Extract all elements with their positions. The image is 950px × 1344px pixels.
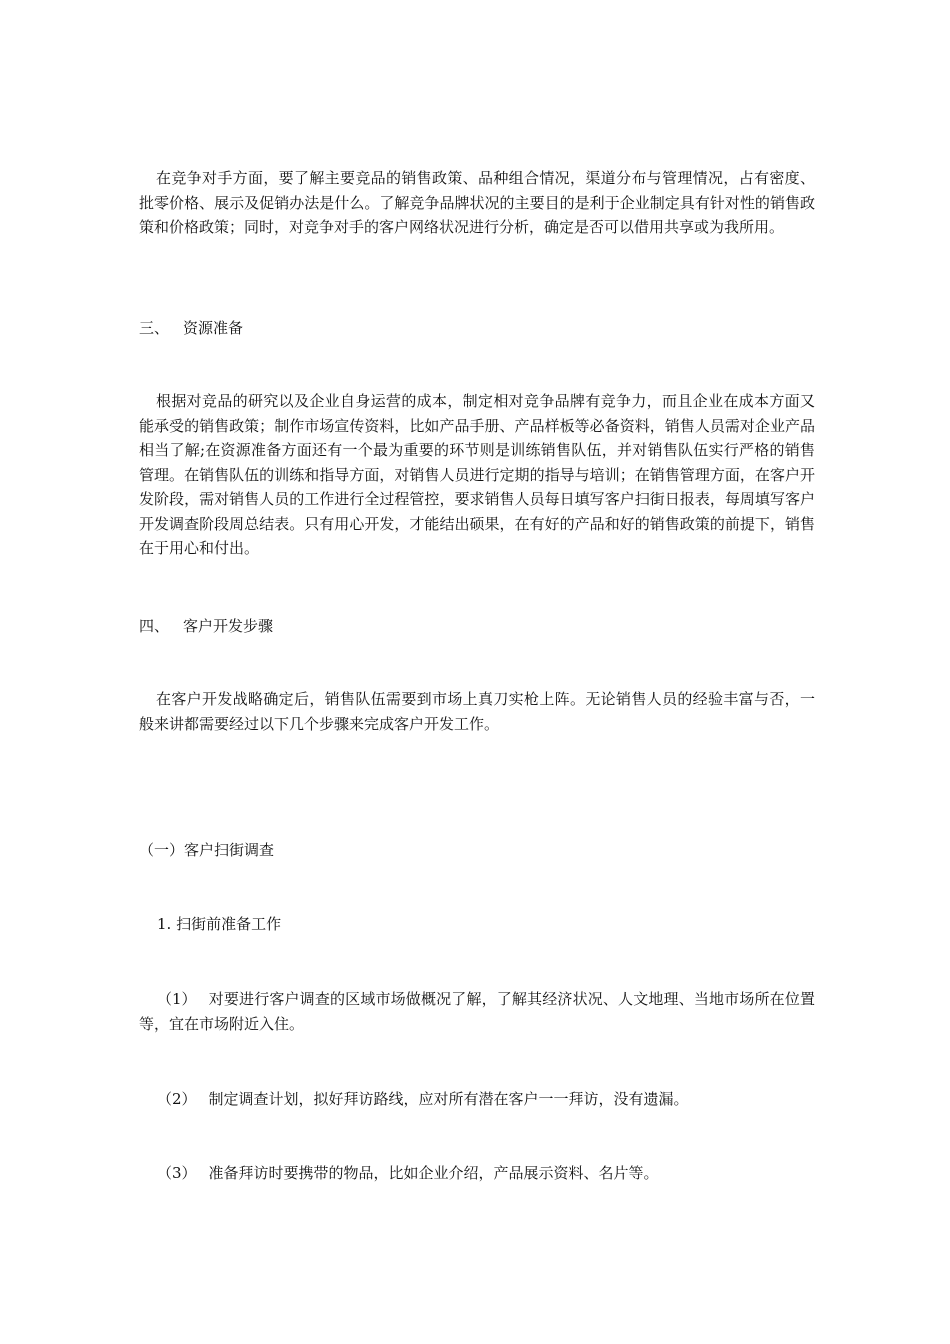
subsection-heading-street-survey: （一）客户扫街调查 [139,841,275,859]
list-item-text: 准备拜访时要携带的物品，比如企业介绍，产品展示资料、名片等。 [208,1164,659,1182]
list-item [139,1161,815,1186]
paragraph-competitors: 在竞争对手方面，要了解主要竞品的销售政策、品种组合情况，渠道分布与管理情况，占有密度、批零价格、展示及促销办法是什么。了解竞争品牌状况的主要目的是利于企业制定具有针对性的销售政策和价格政策；同时，对竞争对手的客户网络状况进行分析，确定是否可以借用共享或为我所用。 [139,169,815,236]
section-heading-resources [139,316,243,340]
paragraph-resources: 根据对竞品的研究以及企业自身运营的成本，制定相对竞争品牌有竞争力，而且企业在成本方面又能承受的销售政策；制作市场宣传资料，比如产品手册、产品样板等必备资料，销售人员需对企业产品相当了解;在资源准备方面还有一个最为重要的环节则是训练销售队伍，并对销售队伍实行严格的销售管理。在销售队伍的训练和指导方面，对销售人员进行定期的指导与培训；在销售管理方面，在客户开发阶段，需对销售人员的工作进行全过程管控，要求销售人员每日填写客户扫街日报表，每周填写客户开发调查阶段周总结表。只有用心开发，才能结出硕果，在有好的产品和好的销售政策的前提下，销售在于用心和付出。 [139,392,815,557]
list-item-marker: （1） [157,990,197,1008]
section-title: 资源准备 [183,319,244,337]
list-item [139,1087,815,1112]
sub-subsection-heading-preparation: 1. 扫街前准备工作 [157,915,282,933]
paragraph-steps-intro: 在客户开发战略确定后，销售队伍需要到市场上真刀实枪上阵。无论销售人员的经验丰富与否，一般来讲都需要经过以下几个步骤来完成客户开发工作。 [139,690,815,733]
section-number: 四、 [139,617,170,635]
section-number: 三、 [139,319,170,337]
list-item-text: 对要进行客户调查的区域市场做概况了解，了解其经济状况、人文地理、当地市场所在位置等，宜在市场附近入住。 [139,990,815,1033]
list-item-text: 制定调查计划，拟好拜访路线，应对所有潜在客户一一拜访，没有遗漏。 [208,1090,689,1108]
section-title: 客户开发步骤 [183,617,274,635]
list-item-marker: （3） [157,1164,197,1182]
section-heading-steps [139,614,273,638]
list-item [139,987,815,1036]
list-item-marker: （2） [157,1090,197,1108]
